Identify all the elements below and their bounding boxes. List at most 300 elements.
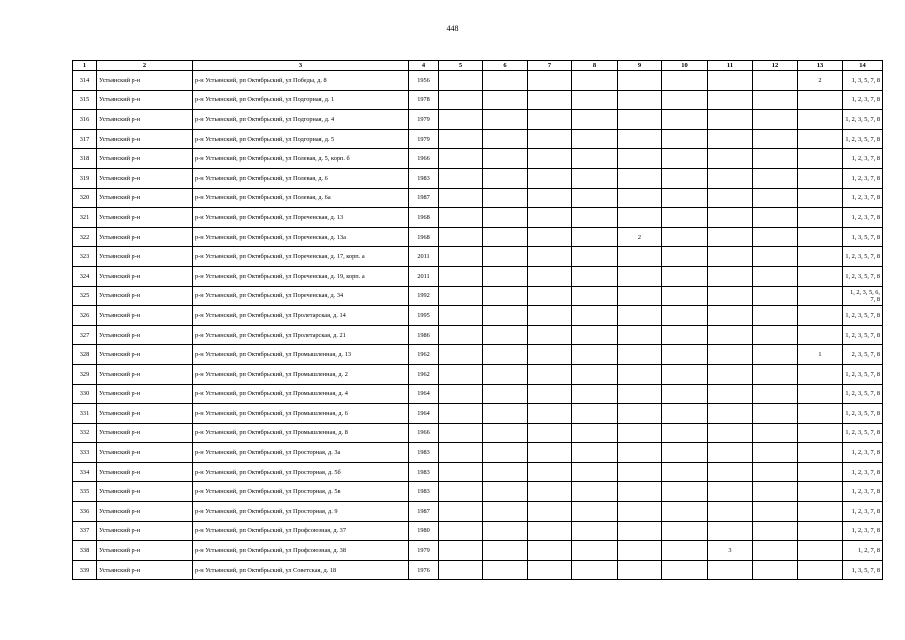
col7-cell: [528, 384, 572, 404]
col7-cell: [528, 364, 572, 384]
col12-cell: [753, 208, 798, 228]
col9-cell: [618, 541, 662, 561]
col13-cell: [798, 208, 843, 228]
col7-cell: [528, 345, 572, 365]
table-row: [73, 129, 883, 149]
col8-cell: [572, 71, 618, 91]
column-header-14: 14: [843, 61, 883, 71]
col12-cell: [753, 71, 798, 91]
district-cell: Устьянский р-н: [97, 227, 193, 247]
col13-cell: [798, 364, 843, 384]
col13-cell: [798, 443, 843, 463]
col13-cell: [798, 502, 843, 522]
col5-cell: [439, 384, 483, 404]
col5-cell: [439, 502, 483, 522]
col11-cell: [708, 129, 753, 149]
col10-cell: [662, 521, 708, 541]
col12-cell: [753, 227, 798, 247]
col9-cell: [618, 306, 662, 326]
row-number: 316: [73, 110, 97, 130]
year-cell: 1979: [409, 110, 439, 130]
col5-cell: [439, 404, 483, 424]
col8-cell: [572, 227, 618, 247]
year-cell: 1956: [409, 71, 439, 91]
col11-cell: [708, 149, 753, 169]
col11-cell: [708, 188, 753, 208]
col11-cell: [708, 110, 753, 130]
col12-cell: [753, 129, 798, 149]
col6-cell: [483, 71, 528, 91]
col11-cell: [708, 306, 753, 326]
col5-cell: [439, 149, 483, 169]
col8-cell: [572, 541, 618, 561]
col6-cell: [483, 482, 528, 502]
col13-cell: [798, 462, 843, 482]
col13-cell: [798, 482, 843, 502]
col13-cell: [798, 168, 843, 188]
address-cell: р-н Устьянский, рп Октябрьский, ул Промышленная, д. 13: [193, 345, 409, 365]
col12-cell: [753, 188, 798, 208]
col13-cell: [798, 247, 843, 267]
column-header-10: 10: [662, 61, 708, 71]
page-number: 448: [446, 24, 459, 33]
row-number: 318: [73, 149, 97, 169]
col12-cell: [753, 149, 798, 169]
col8-cell: [572, 364, 618, 384]
col13-cell: [798, 90, 843, 110]
district-cell: Устьянский р-н: [97, 168, 193, 188]
col12-cell: [753, 168, 798, 188]
column-header-3: 3: [193, 61, 409, 71]
address-cell: р-н Устьянский, рп Октябрьский, ул Промышленная, д. 4: [193, 384, 409, 404]
col11-cell: 3: [708, 541, 753, 561]
col9-cell: [618, 404, 662, 424]
row-number: 322: [73, 227, 97, 247]
col11-cell: [708, 208, 753, 228]
col5-cell: [439, 364, 483, 384]
col6-cell: [483, 462, 528, 482]
col10-cell: [662, 364, 708, 384]
year-cell: 1979: [409, 541, 439, 561]
col12-cell: [753, 443, 798, 463]
codes-cell: 1, 2, 3, 7, 8: [843, 502, 883, 522]
col7-cell: [528, 247, 572, 267]
codes-cell: 1, 2, 3, 7, 8: [843, 482, 883, 502]
row-number: 314: [73, 71, 97, 91]
codes-cell: 1, 3, 5, 7, 8: [843, 71, 883, 91]
table-row: [73, 110, 883, 130]
col7-cell: [528, 266, 572, 286]
table-row: [73, 90, 883, 110]
row-number: 325: [73, 286, 97, 306]
col6-cell: [483, 208, 528, 228]
col11-cell: [708, 71, 753, 91]
col9-cell: [618, 90, 662, 110]
row-number: 334: [73, 462, 97, 482]
col8-cell: [572, 149, 618, 169]
col10-cell: [662, 462, 708, 482]
address-cell: р-н Устьянский, рп Октябрьский, ул Промышленная, д. 6: [193, 404, 409, 424]
codes-cell: 1, 2, 3, 5, 7, 8: [843, 404, 883, 424]
col10-cell: [662, 168, 708, 188]
table-row: [73, 560, 883, 580]
year-cell: 1968: [409, 208, 439, 228]
column-header-13: 13: [798, 61, 843, 71]
row-number: 336: [73, 502, 97, 522]
col6-cell: [483, 247, 528, 267]
codes-cell: 1, 2, 3, 5, 7, 8: [843, 129, 883, 149]
col10-cell: [662, 384, 708, 404]
address-cell: р-н Устьянский, рп Октябрьский, ул Подгорная, д. 4: [193, 110, 409, 130]
col5-cell: [439, 462, 483, 482]
col10-cell: [662, 90, 708, 110]
row-number: 328: [73, 345, 97, 365]
col5-cell: [439, 560, 483, 580]
col13-cell: [798, 227, 843, 247]
col10-cell: [662, 443, 708, 463]
address-cell: р-н Устьянский, рп Октябрьский, ул Полевая, д. 5, корп. б: [193, 149, 409, 169]
col7-cell: [528, 208, 572, 228]
col5-cell: [439, 90, 483, 110]
district-cell: Устьянский р-н: [97, 247, 193, 267]
col10-cell: [662, 208, 708, 228]
col13-cell: [798, 325, 843, 345]
column-header-12: 12: [753, 61, 798, 71]
table-row: [73, 521, 883, 541]
col11-cell: [708, 247, 753, 267]
address-cell: р-н Устьянский, рп Октябрьский, ул Пореченская, д. 34: [193, 286, 409, 306]
year-cell: 1983: [409, 443, 439, 463]
col6-cell: [483, 149, 528, 169]
district-cell: Устьянский р-н: [97, 364, 193, 384]
table-row: [73, 482, 883, 502]
district-cell: Устьянский р-н: [97, 266, 193, 286]
table-row: [73, 247, 883, 267]
col9-cell: [618, 188, 662, 208]
address-cell: р-н Устьянский, рп Октябрьский, ул Пореченская, д. 17, корп. а: [193, 247, 409, 267]
year-cell: 1976: [409, 560, 439, 580]
col8-cell: [572, 110, 618, 130]
col12-cell: [753, 462, 798, 482]
col12-cell: [753, 266, 798, 286]
col12-cell: [753, 345, 798, 365]
col6-cell: [483, 521, 528, 541]
col7-cell: [528, 521, 572, 541]
column-header-1: 1: [73, 61, 97, 71]
table-row: [73, 384, 883, 404]
col5-cell: [439, 423, 483, 443]
col5-cell: [439, 110, 483, 130]
col7-cell: [528, 462, 572, 482]
col5-cell: [439, 541, 483, 561]
table-row: [73, 423, 883, 443]
address-cell: р-н Устьянский, рп Октябрьский, ул Пореченская, д. 13а: [193, 227, 409, 247]
col12-cell: [753, 90, 798, 110]
col8-cell: [572, 384, 618, 404]
year-cell: 2011: [409, 266, 439, 286]
year-cell: 1983: [409, 482, 439, 502]
col10-cell: [662, 149, 708, 169]
year-cell: 1964: [409, 384, 439, 404]
district-cell: Устьянский р-н: [97, 129, 193, 149]
col13-cell: [798, 423, 843, 443]
col11-cell: [708, 521, 753, 541]
col9-cell: [618, 521, 662, 541]
col13-cell: [798, 149, 843, 169]
address-cell: р-н Устьянский, рп Октябрьский, ул Просторная, д. 3а: [193, 443, 409, 463]
district-cell: Устьянский р-н: [97, 188, 193, 208]
col10-cell: [662, 482, 708, 502]
col6-cell: [483, 364, 528, 384]
col10-cell: [662, 71, 708, 91]
col13-cell: [798, 404, 843, 424]
col10-cell: [662, 502, 708, 522]
col10-cell: [662, 247, 708, 267]
col10-cell: [662, 345, 708, 365]
district-cell: Устьянский р-н: [97, 541, 193, 561]
address-cell: р-н Устьянский, рп Октябрьский, ул Подгорная, д. 1: [193, 90, 409, 110]
codes-cell: 1, 2, 3, 7, 8: [843, 168, 883, 188]
col10-cell: [662, 266, 708, 286]
col11-cell: [708, 384, 753, 404]
col12-cell: [753, 502, 798, 522]
col5-cell: [439, 208, 483, 228]
col8-cell: [572, 266, 618, 286]
col12-cell: [753, 521, 798, 541]
col11-cell: [708, 482, 753, 502]
col5-cell: [439, 188, 483, 208]
district-cell: Устьянский р-н: [97, 443, 193, 463]
col10-cell: [662, 110, 708, 130]
col6-cell: [483, 404, 528, 424]
col9-cell: [618, 423, 662, 443]
row-number: 331: [73, 404, 97, 424]
col11-cell: [708, 168, 753, 188]
row-number: 337: [73, 521, 97, 541]
column-header-6: 6: [483, 61, 528, 71]
col10-cell: [662, 423, 708, 443]
col5-cell: [439, 306, 483, 326]
col12-cell: [753, 364, 798, 384]
col8-cell: [572, 306, 618, 326]
col7-cell: [528, 482, 572, 502]
col5-cell: [439, 443, 483, 463]
table-row: [73, 208, 883, 228]
codes-cell: 1, 2, 3, 5, 7, 8: [843, 110, 883, 130]
table-row: [73, 71, 883, 91]
district-cell: Устьянский р-н: [97, 521, 193, 541]
address-cell: р-н Устьянский, рп Октябрьский, ул Советская, д. 18: [193, 560, 409, 580]
col5-cell: [439, 286, 483, 306]
codes-cell: 1, 2, 3, 5, 7, 8: [843, 364, 883, 384]
district-cell: Устьянский р-н: [97, 306, 193, 326]
address-cell: р-н Устьянский, рп Октябрьский, ул Полевая, д. 6а: [193, 188, 409, 208]
table-row: [73, 168, 883, 188]
year-cell: 1964: [409, 404, 439, 424]
year-cell: 1979: [409, 129, 439, 149]
year-cell: 1983: [409, 168, 439, 188]
col7-cell: [528, 541, 572, 561]
codes-cell: 1, 2, 3, 5, 6, 7, 8: [843, 286, 883, 306]
col12-cell: [753, 325, 798, 345]
col7-cell: [528, 286, 572, 306]
column-header-4: 4: [409, 61, 439, 71]
col8-cell: [572, 208, 618, 228]
codes-cell: 1, 2, 3, 5, 7, 8: [843, 266, 883, 286]
district-cell: Устьянский р-н: [97, 345, 193, 365]
district-cell: Устьянский р-н: [97, 462, 193, 482]
year-cell: 1980: [409, 521, 439, 541]
year-cell: 1962: [409, 345, 439, 365]
col13-cell: 2: [798, 71, 843, 91]
address-cell: р-н Устьянский, рп Октябрьский, ул Подгорная, д. 5: [193, 129, 409, 149]
col12-cell: [753, 247, 798, 267]
table-row: [73, 364, 883, 384]
col11-cell: [708, 423, 753, 443]
table-row: [73, 266, 883, 286]
col7-cell: [528, 227, 572, 247]
col7-cell: [528, 188, 572, 208]
col6-cell: [483, 423, 528, 443]
col6-cell: [483, 129, 528, 149]
address-cell: р-н Устьянский, рп Октябрьский, ул Промышленная, д. 8: [193, 423, 409, 443]
row-number: 329: [73, 364, 97, 384]
district-cell: Устьянский р-н: [97, 560, 193, 580]
col8-cell: [572, 168, 618, 188]
col6-cell: [483, 443, 528, 463]
col13-cell: [798, 384, 843, 404]
col6-cell: [483, 345, 528, 365]
col5-cell: [439, 325, 483, 345]
row-number: 330: [73, 384, 97, 404]
col6-cell: [483, 306, 528, 326]
col9-cell: [618, 247, 662, 267]
codes-cell: 2, 3, 5, 7, 8: [843, 345, 883, 365]
col8-cell: [572, 247, 618, 267]
codes-cell: 1, 2, 3, 7, 8: [843, 462, 883, 482]
district-cell: Устьянский р-н: [97, 384, 193, 404]
col11-cell: [708, 443, 753, 463]
col11-cell: [708, 286, 753, 306]
year-cell: 2011: [409, 247, 439, 267]
col7-cell: [528, 325, 572, 345]
col8-cell: [572, 286, 618, 306]
district-cell: Устьянский р-н: [97, 502, 193, 522]
col8-cell: [572, 90, 618, 110]
address-cell: р-н Устьянский, рп Октябрьский, ул Победы, д. 8: [193, 71, 409, 91]
col7-cell: [528, 404, 572, 424]
col6-cell: [483, 560, 528, 580]
year-cell: 1968: [409, 227, 439, 247]
codes-cell: 1, 2, 3, 5, 7, 8: [843, 325, 883, 345]
col12-cell: [753, 110, 798, 130]
column-header-11: 11: [708, 61, 753, 71]
address-cell: р-н Устьянский, рп Октябрьский, ул Пролетарская, д. 21: [193, 325, 409, 345]
row-number: 332: [73, 423, 97, 443]
col5-cell: [439, 266, 483, 286]
col6-cell: [483, 90, 528, 110]
col8-cell: [572, 325, 618, 345]
col12-cell: [753, 286, 798, 306]
table-row: [73, 286, 883, 306]
col11-cell: [708, 462, 753, 482]
col9-cell: [618, 443, 662, 463]
col11-cell: [708, 90, 753, 110]
address-cell: р-н Устьянский, рп Октябрьский, ул Пореченская, д. 19, корп. а: [193, 266, 409, 286]
col7-cell: [528, 423, 572, 443]
col13-cell: 1: [798, 345, 843, 365]
col10-cell: [662, 306, 708, 326]
year-cell: 1995: [409, 306, 439, 326]
col9-cell: [618, 110, 662, 130]
address-cell: р-н Устьянский, рп Октябрьский, ул Полевая, д. 6: [193, 168, 409, 188]
district-cell: Устьянский р-н: [97, 482, 193, 502]
col8-cell: [572, 560, 618, 580]
row-number: 338: [73, 541, 97, 561]
codes-cell: 1, 2, 3, 5, 7, 8: [843, 306, 883, 326]
col9-cell: [618, 364, 662, 384]
col5-cell: [439, 129, 483, 149]
district-cell: Устьянский р-н: [97, 149, 193, 169]
col6-cell: [483, 502, 528, 522]
col9-cell: [618, 325, 662, 345]
district-cell: Устьянский р-н: [97, 325, 193, 345]
col13-cell: [798, 110, 843, 130]
col6-cell: [483, 188, 528, 208]
codes-cell: 1, 2, 3, 7, 8: [843, 443, 883, 463]
table-row: [73, 227, 883, 247]
col10-cell: [662, 560, 708, 580]
col6-cell: [483, 286, 528, 306]
col6-cell: [483, 384, 528, 404]
col9-cell: [618, 502, 662, 522]
table-row: [73, 541, 883, 561]
col6-cell: [483, 266, 528, 286]
col9-cell: [618, 208, 662, 228]
col13-cell: [798, 560, 843, 580]
col11-cell: [708, 227, 753, 247]
column-header-2: 2: [97, 61, 193, 71]
col11-cell: [708, 502, 753, 522]
col9-cell: [618, 560, 662, 580]
col7-cell: [528, 560, 572, 580]
codes-cell: 1, 3, 5, 7, 8: [843, 560, 883, 580]
codes-cell: 1, 3, 5, 7, 8: [843, 227, 883, 247]
col8-cell: [572, 423, 618, 443]
col13-cell: [798, 188, 843, 208]
district-cell: Устьянский р-н: [97, 90, 193, 110]
col13-cell: [798, 521, 843, 541]
address-cell: р-н Устьянский, рп Октябрьский, ул Просторная, д. 9: [193, 502, 409, 522]
year-cell: 1986: [409, 325, 439, 345]
col9-cell: [618, 462, 662, 482]
codes-cell: 1, 2, 3, 5, 7, 8: [843, 384, 883, 404]
address-cell: р-н Устьянский, рп Октябрьский, ул Профсоюзная, д. 37: [193, 521, 409, 541]
codes-cell: 1, 2, 3, 5, 7, 8: [843, 423, 883, 443]
row-number: 320: [73, 188, 97, 208]
col8-cell: [572, 404, 618, 424]
district-cell: Устьянский р-н: [97, 404, 193, 424]
col11-cell: [708, 404, 753, 424]
col13-cell: [798, 306, 843, 326]
year-cell: 1966: [409, 149, 439, 169]
address-cell: р-н Устьянский, рп Октябрьский, ул Пролетарская, д. 14: [193, 306, 409, 326]
row-number: 321: [73, 208, 97, 228]
codes-cell: 1, 2, 3, 7, 8: [843, 149, 883, 169]
table-row: [73, 188, 883, 208]
year-cell: 1987: [409, 502, 439, 522]
col6-cell: [483, 110, 528, 130]
